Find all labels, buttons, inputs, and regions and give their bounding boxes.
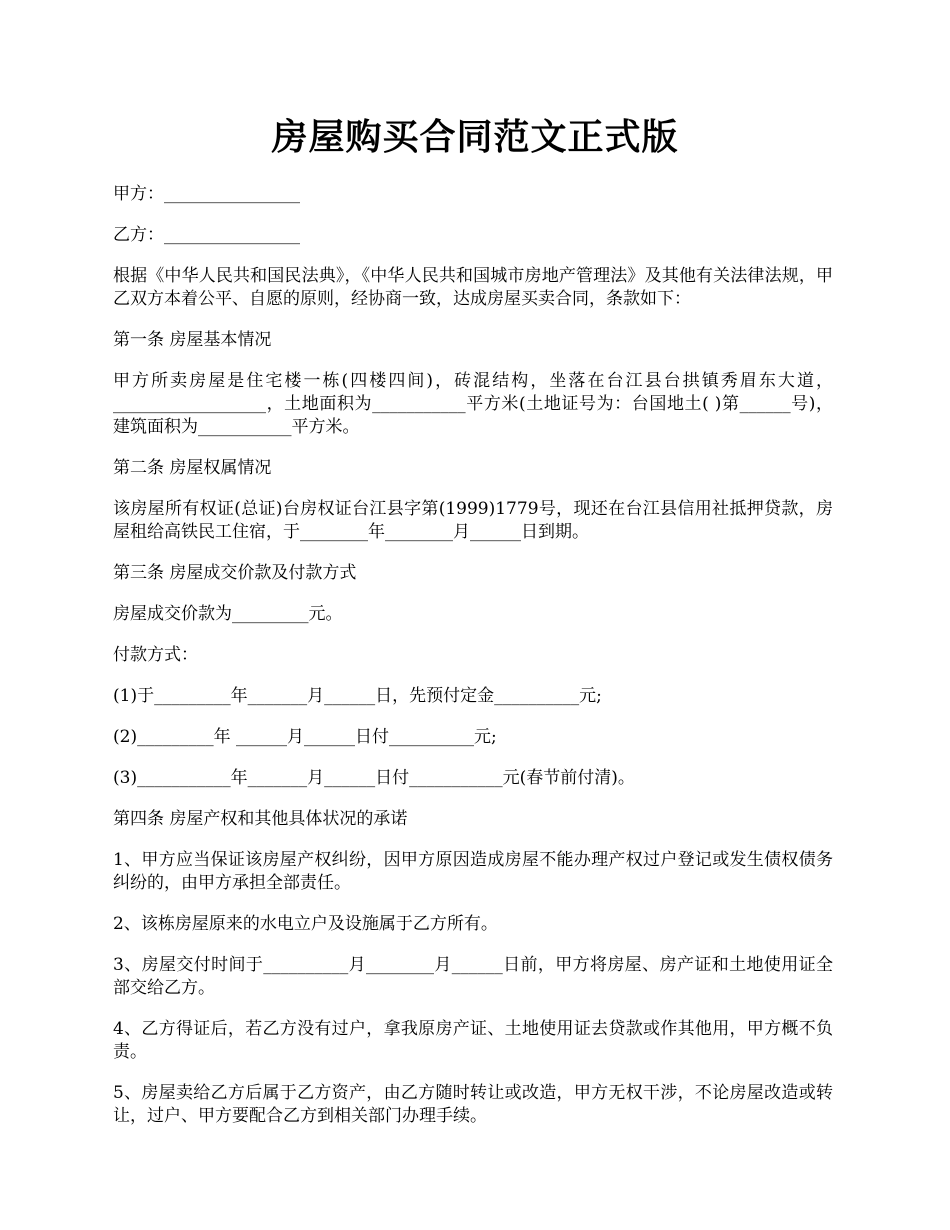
price-line: 房屋成交价款为_________元。 xyxy=(113,604,343,624)
article-1-body: 甲方所卖房屋是住宅楼一栋(四楼四间)，砖混结构，坐落在台江县台拱镇秀眉东大道，__________________，土地面积为___________平方米(土地证号为：台国地土( )第______号)，建筑面积为___________平方米。 xyxy=(113,371,833,437)
payment-item-1: (1)于_________年_______月______日，先预付定金__________元; xyxy=(113,686,602,706)
party-b-line: 乙方：________________ xyxy=(113,225,300,245)
payment-method-label: 付款方式： xyxy=(113,645,198,665)
article-3-heading: 第三条 房屋成交价款及付款方式 xyxy=(113,563,357,583)
article-2-body: 该房屋所有权证(总证)台房权证台江县字第(1999)1779号，现还在台江县信用社抵押贷款，房屋租给高铁民工住宿，于________年________月______日到期。 xyxy=(113,499,833,542)
document-body xyxy=(113,183,833,1146)
article-2-heading: 第二条 房屋权属情况 xyxy=(113,458,272,478)
promise-item-3: 3、房屋交付时间于__________月________月______日前，甲方将房屋、房产证和土地使用证全部交给乙方。 xyxy=(113,955,833,998)
payment-item-3: (3)___________年_______月______日付___________元(春节前付清)。 xyxy=(113,768,635,788)
promise-item-1: 1、甲方应当保证该房屋产权纠纷，因甲方原因造成房屋不能办理产权过户登记或发生债权债务纠纷的，由甲方承担全部责任。 xyxy=(113,850,833,893)
promise-item-4: 4、乙方得证后，若乙方没有过户，拿我原房产证、土地使用证去贷款或作其他用，甲方概不负责。 xyxy=(113,1019,833,1062)
promise-item-2: 2、该栋房屋原来的水电立户及设施属于乙方所有。 xyxy=(113,914,498,934)
promise-item-5: 5、房屋卖给乙方后属于乙方资产，由乙方随时转让或改造，甲方无权干涉，不论房屋改造或转让，过户、甲方要配合乙方到相关部门办理手续。 xyxy=(113,1083,833,1126)
article-4-heading: 第四条 房屋产权和其他具体状况的承诺 xyxy=(113,809,408,829)
document-title: 房屋购买合同范文正式版 xyxy=(271,116,679,158)
payment-item-2: (2)_________年 ______月______日付__________元; xyxy=(113,727,497,747)
article-1-heading: 第一条 房屋基本情况 xyxy=(113,330,272,350)
party-a-line: 甲方：________________ xyxy=(113,184,300,204)
preamble-paragraph: 根据《中华人民共和国民法典》，《中华人民共和国城市房地产管理法》及其他有关法律法规，甲乙双方本着公平、自愿的原则，经协商一致，达成房屋买卖合同，条款如下： xyxy=(113,266,833,309)
